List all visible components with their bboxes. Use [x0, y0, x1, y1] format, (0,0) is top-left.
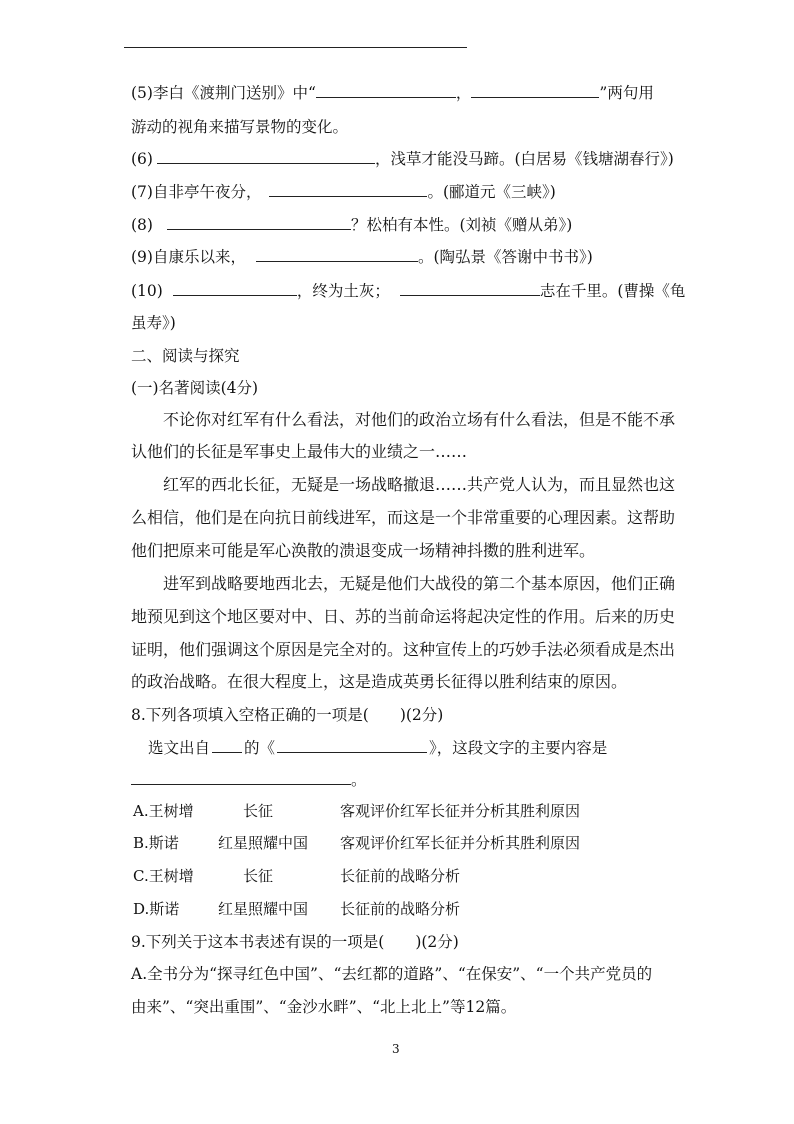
option-letter: C.王树增: [133, 867, 194, 885]
q6-text-b: ，浅草才能没马蹄。(白居易《钱塘湖春行》): [374, 150, 674, 168]
q9-blank[interactable]: [256, 247, 418, 262]
q6-blank[interactable]: [157, 149, 375, 164]
passage-line: 证明，他们强调这个原因是完全对的。这种宣传上的巧妙手法必须看成是杰出: [131, 640, 676, 659]
passage-line: 认他们的长征是军事史上最伟大的业绩之一……: [131, 442, 468, 461]
q8-content-blank[interactable]: [131, 770, 351, 785]
q9-option-a-line2: 由来”、“突出重围”、“金沙水畔”、“北上北上”等12篇。: [131, 998, 517, 1016]
q8-author-blank[interactable]: [212, 738, 242, 753]
question-5-line1: [131, 83, 654, 103]
question-10-line2: 虽寿》): [131, 314, 176, 332]
q8-line2-end: 。: [351, 771, 367, 789]
q5-text-c: ”两句用: [599, 84, 654, 102]
q5-blank-1[interactable]: [316, 83, 456, 98]
q9-text-b: 。(陶弘景《答谢中书书》): [417, 248, 593, 266]
option-content: 客观评价红军长征并分析其胜利原因: [340, 802, 581, 820]
option-letter: D.斯诺: [133, 900, 180, 918]
option-book: 红星照耀中国: [218, 900, 309, 918]
passage-line: 进军到战略要地西北去，无疑是他们大战役的第二个基本原因，他们正确: [163, 574, 676, 593]
q8-line1-b: 的《: [244, 739, 276, 757]
q8-fill-line2: [131, 770, 367, 790]
q7-blank[interactable]: [269, 182, 427, 197]
question-10-line1: [131, 281, 685, 301]
q6-text-a: (6): [131, 150, 153, 168]
q7-text-b: 。(郦道元《三峡》): [427, 183, 556, 201]
q8-fill-line1: [148, 738, 607, 758]
q8-line1-c: 》，这段文字的主要内容是: [429, 739, 608, 757]
q10-text-b: ，终为土灰；: [296, 282, 390, 300]
sub-heading: (一)名著阅读(4分): [131, 379, 259, 397]
q8-stem: 8.下列各项填入空格正确的一项是( )(2分): [131, 706, 444, 724]
section-heading: 二、阅读与探究: [131, 347, 240, 365]
passage-line: 不论你对红军有什么看法，对他们的政治立场有什么看法，但是不能不承: [163, 410, 676, 429]
passage-line: 的政治战略。在很大程度上，这是造成英勇长征得以胜利结束的原因。: [131, 672, 628, 691]
q5-text-b: ，: [455, 84, 472, 102]
q10-text-a: (10): [131, 282, 163, 300]
q7-text-a: (7)自非亭午夜分，: [131, 183, 262, 201]
q8-line1-a: 选文出自: [148, 739, 211, 757]
question-5-line2: 游动的视角来描写景物的变化。: [131, 118, 349, 136]
q8-text-b: ？松柏有本性。(刘祯《赠从弟》): [350, 216, 573, 234]
q10-blank-2[interactable]: [400, 281, 540, 296]
q8-book-blank[interactable]: [277, 738, 427, 753]
option-book: 红星照耀中国: [218, 834, 309, 852]
passage-line: 么相信，他们是在向抗日前线进军，而这是一个非常重要的心理因素。这帮助: [131, 508, 676, 527]
q8-text-a: (8): [131, 216, 153, 234]
q9-option-a-line1[interactable]: A.全书分为“探寻红色中国”、“去红都的道路”、“在保安”、“一个共产党员的: [131, 965, 653, 983]
question-6: [131, 149, 674, 169]
q8-blank[interactable]: [167, 215, 351, 230]
question-7: [131, 182, 556, 202]
question-9-prose: [131, 247, 593, 267]
option-content: 长征前的战略分析: [340, 867, 461, 885]
page-number: 3: [392, 1042, 400, 1056]
top-rule: [124, 47, 467, 48]
option-content: 长征前的战略分析: [340, 900, 461, 918]
option-letter: A.王树增: [133, 802, 194, 820]
passage-line: 红军的西北长征，无疑是一场战略撤退……共产党人认为，而且显然也这: [163, 475, 676, 494]
option-content: 客观评价红军长征并分析其胜利原因: [340, 834, 581, 852]
passage-line: 他们把原来可能是军心涣散的溃退变成一场精神抖擞的胜利进军。: [131, 541, 596, 560]
passage-line: 地预见到这个地区要对中、日、苏的当前命运将起决定性的作用。后来的历史: [131, 607, 676, 626]
q10-text-c: 志在千里。(曹操《龟: [539, 282, 686, 300]
q5-text-a: (5)李白《渡荆门送别》中“: [131, 84, 316, 102]
option-letter: B.斯诺: [133, 834, 179, 852]
q5-blank-2[interactable]: [471, 83, 599, 98]
q9-text-a: (9)自康乐以来，: [131, 248, 246, 266]
option-book: 长征: [243, 802, 274, 820]
q10-blank-1[interactable]: [173, 281, 297, 296]
option-book: 长征: [243, 867, 274, 885]
question-8-poem: [131, 215, 572, 235]
q9-stem: 9.下列关于这本书表述有误的一项是( )(2分): [131, 933, 459, 951]
